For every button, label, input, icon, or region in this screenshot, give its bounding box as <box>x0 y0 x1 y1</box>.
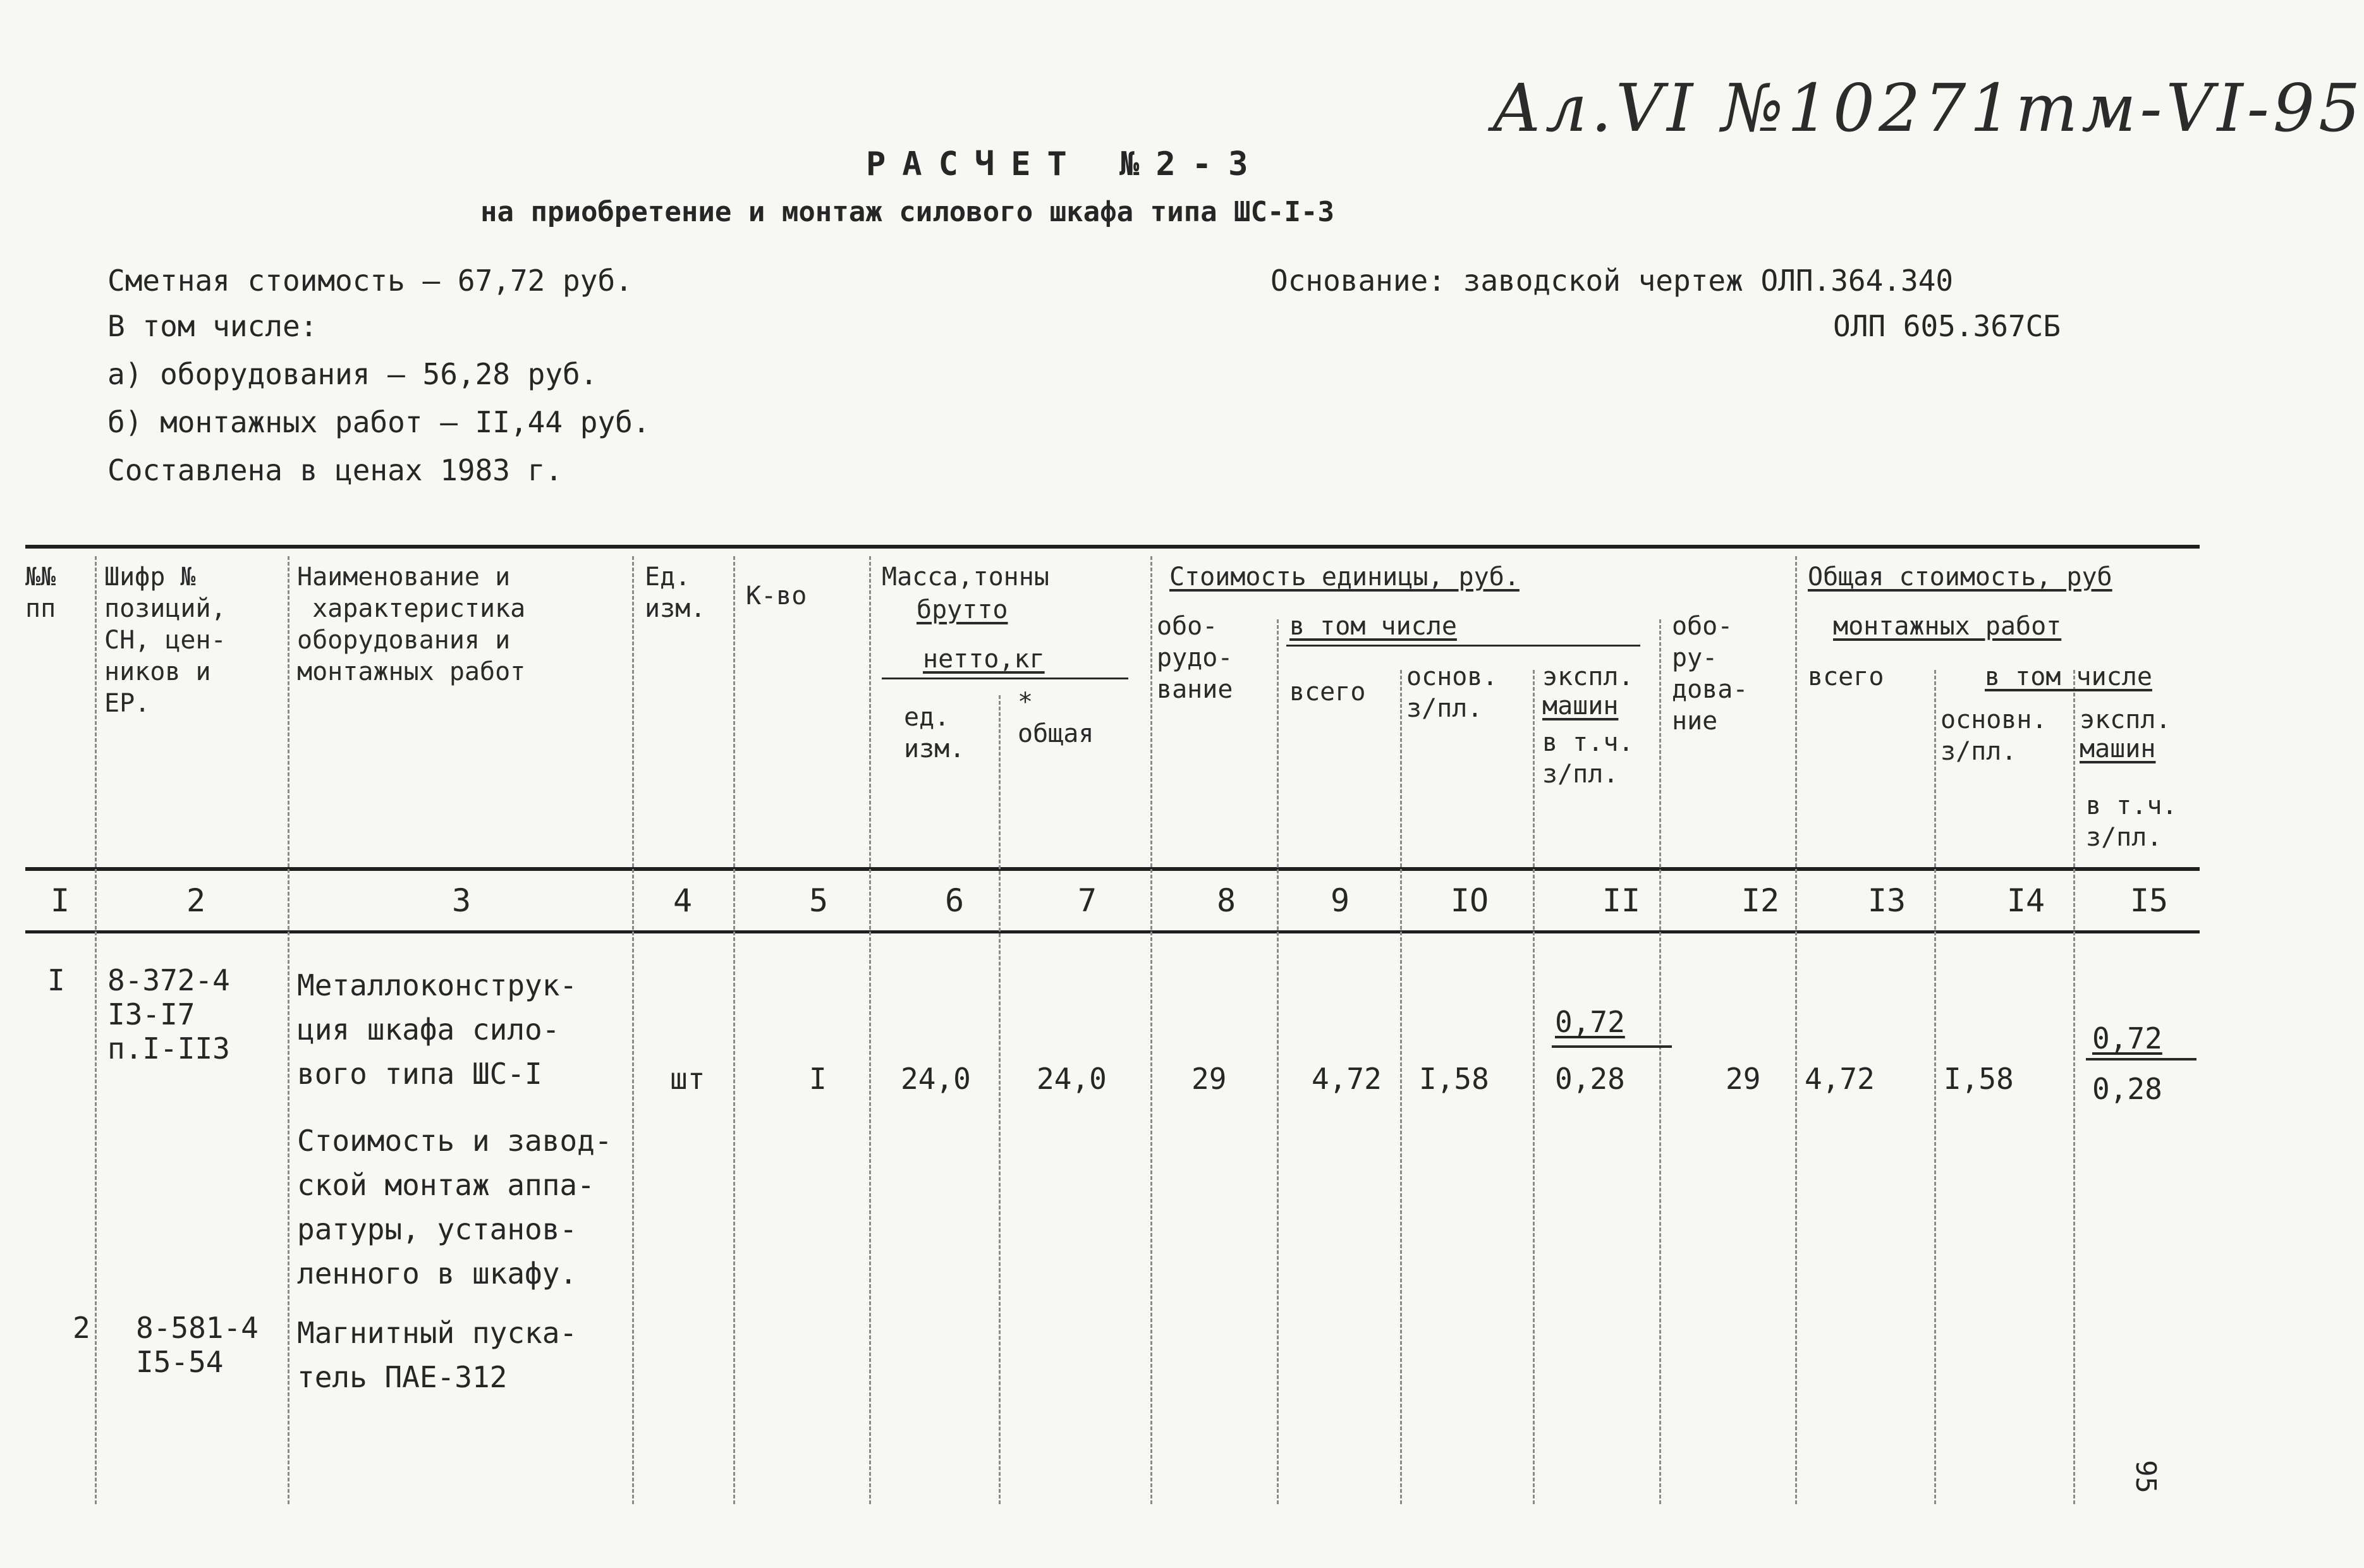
col-divider-14 <box>2073 670 2075 1504</box>
colnum-12: I2 <box>1741 882 1780 919</box>
header-col-5: К-во <box>746 581 807 611</box>
row1-number: I <box>47 963 65 997</box>
header-mass: Масса,тонны <box>882 562 1049 592</box>
colnum-7: 7 <box>1077 882 1097 919</box>
row1-mach-fraction-line <box>1552 1045 1672 1048</box>
header-col-9: всего <box>1289 678 1366 707</box>
col-divider-6 <box>999 695 1001 1504</box>
header-col-11a: экспл. <box>1542 662 1634 691</box>
including-underline <box>1286 645 1640 647</box>
header-col-6: ед. изм. <box>904 703 965 763</box>
page-subtitle: на приобретение и монтаж силового шкафа типа ШС-I-3 <box>480 196 1335 228</box>
col-divider-8 <box>1277 619 1279 1504</box>
col-divider-1 <box>95 556 97 1504</box>
info-total: Сметная стоимость – 67,72 руб. <box>107 264 633 298</box>
header-col-13: всего <box>1808 662 1884 691</box>
row1-mach-total-fraction-line <box>2086 1058 2196 1061</box>
colnum-15: I5 <box>2129 882 2169 919</box>
colnum-14: I4 <box>2006 882 2045 919</box>
row1-equip: 29 <box>1191 1062 1227 1096</box>
row1-mass-unit: 24,0 <box>901 1062 971 1096</box>
info-works: б) монтажных работ – II,44 руб. <box>107 405 650 439</box>
header-col-3: Наименование и характеристика оборудования и монтажных работ <box>297 562 526 686</box>
column-numbers-rule <box>25 930 2200 933</box>
header-netto: нетто,кг <box>923 645 1045 674</box>
col-divider-2 <box>288 556 289 1504</box>
row1-unit: шт <box>670 1062 705 1096</box>
header-col-11b: машин <box>1542 691 1619 720</box>
col-divider-9 <box>1400 670 1402 1504</box>
side-page-mark: 95 <box>2129 1460 2162 1493</box>
row1-mach-bottom: 0,28 <box>1555 1062 1625 1096</box>
header-col-4: Ед. изм. <box>645 562 706 623</box>
colnum-9: 9 <box>1330 882 1350 919</box>
header-brutto: брутто <box>917 595 1008 624</box>
row1-mass-total: 24,0 <box>1037 1062 1107 1096</box>
row1-mach-top: 0,72 <box>1555 1005 1625 1039</box>
header-col-1: №№ пп <box>25 562 56 623</box>
header-mount-works: монтажных работ <box>1833 612 2062 641</box>
header-bottom-rule <box>25 867 2200 871</box>
header-including-2: в том числе <box>1985 662 2152 691</box>
colnum-4: 4 <box>673 882 693 919</box>
header-col-8: обо- рудо- вание <box>1157 612 1233 704</box>
header-total-cost: Общая стоимость, руб <box>1808 562 2112 592</box>
col-divider-10 <box>1533 670 1535 1504</box>
header-col-12: обо- ру- дова- ние <box>1672 612 1748 736</box>
colnum-10: IO <box>1450 882 1489 919</box>
row1-mach-total-bottom: 0,28 <box>2092 1072 2162 1106</box>
header-col-15a: экспл. <box>2080 705 2171 734</box>
colnum-3: 3 <box>451 882 472 919</box>
colnum-8: 8 <box>1216 882 1236 919</box>
row1-equip-total: 29 <box>1726 1062 1761 1096</box>
handwritten-stamp: Ал.VI №10271тм-VI-95 <box>1492 70 2364 147</box>
row1-code: 8-372-4 I3-I7 п.I-II3 <box>107 963 230 1066</box>
page-title: РАСЧЕТ №2-3 <box>866 145 1265 183</box>
info-prices: Составлена в ценах 1983 г. <box>107 453 563 487</box>
row1-base: I,58 <box>1419 1062 1489 1096</box>
header-col-14: основн. з/пл. <box>1941 705 2047 766</box>
header-col-10: основ. з/пл. <box>1406 662 1498 723</box>
row1-all: 4,72 <box>1312 1062 1382 1096</box>
col-divider-7 <box>1150 556 1152 1504</box>
col-divider-11 <box>1659 619 1661 1504</box>
row1-base-total: I,58 <box>1944 1062 2014 1096</box>
info-including: В том числе: <box>107 309 318 343</box>
colnum-1: I <box>50 882 70 919</box>
row1-mach-total-top: 0,72 <box>2092 1021 2162 1055</box>
col-divider-4 <box>733 556 735 1504</box>
header-col-7: * общая <box>1018 688 1094 748</box>
row2-number: 2 <box>73 1311 90 1345</box>
colnum-5: 5 <box>808 882 829 919</box>
colnum-13: I3 <box>1867 882 1906 919</box>
header-including: в том числе <box>1289 612 1457 641</box>
header-col-2: Шифр № позиций, СН, цен- ников и ЕР. <box>104 562 226 718</box>
header-col-15b: машин <box>2080 734 2156 763</box>
row1-qty: I <box>809 1062 827 1096</box>
row1-continuation-name: Стоимость и завод- ской монтаж аппа- ратуры, установ- ленного в шкафу. <box>297 1124 612 1291</box>
colnum-2: 2 <box>186 882 206 919</box>
row1-name: Металлоконструк- ция шкафа сило- вого типа ШС-I <box>297 968 578 1091</box>
row2-code: 8-581-4 I5-54 <box>136 1311 259 1379</box>
mass-divider-line <box>882 678 1128 679</box>
row2-name: Магнитный пуска- тель ПАЕ-312 <box>297 1316 578 1394</box>
colnum-6: 6 <box>944 882 965 919</box>
col-divider-3 <box>632 556 634 1504</box>
col-divider-13 <box>1934 670 1936 1504</box>
header-col-15c: в т.ч. з/пл. <box>2086 791 2178 852</box>
info-basis-1: Основание: заводской чертеж ОЛП.364.340 <box>1270 264 1954 298</box>
colnum-11: II <box>1602 882 1641 919</box>
info-basis-2: ОЛП 605.367СБ <box>1833 309 2061 343</box>
col-divider-12 <box>1795 556 1797 1504</box>
table-top-rule <box>25 545 2200 549</box>
header-col-11c: в т.ч. з/пл. <box>1542 728 1634 789</box>
info-equipment: а) оборудования – 56,28 руб. <box>107 357 598 391</box>
col-divider-5 <box>869 556 871 1504</box>
header-unit-cost: Стоимость единицы, руб. <box>1169 562 1520 592</box>
row1-all-total: 4,72 <box>1805 1062 1875 1096</box>
